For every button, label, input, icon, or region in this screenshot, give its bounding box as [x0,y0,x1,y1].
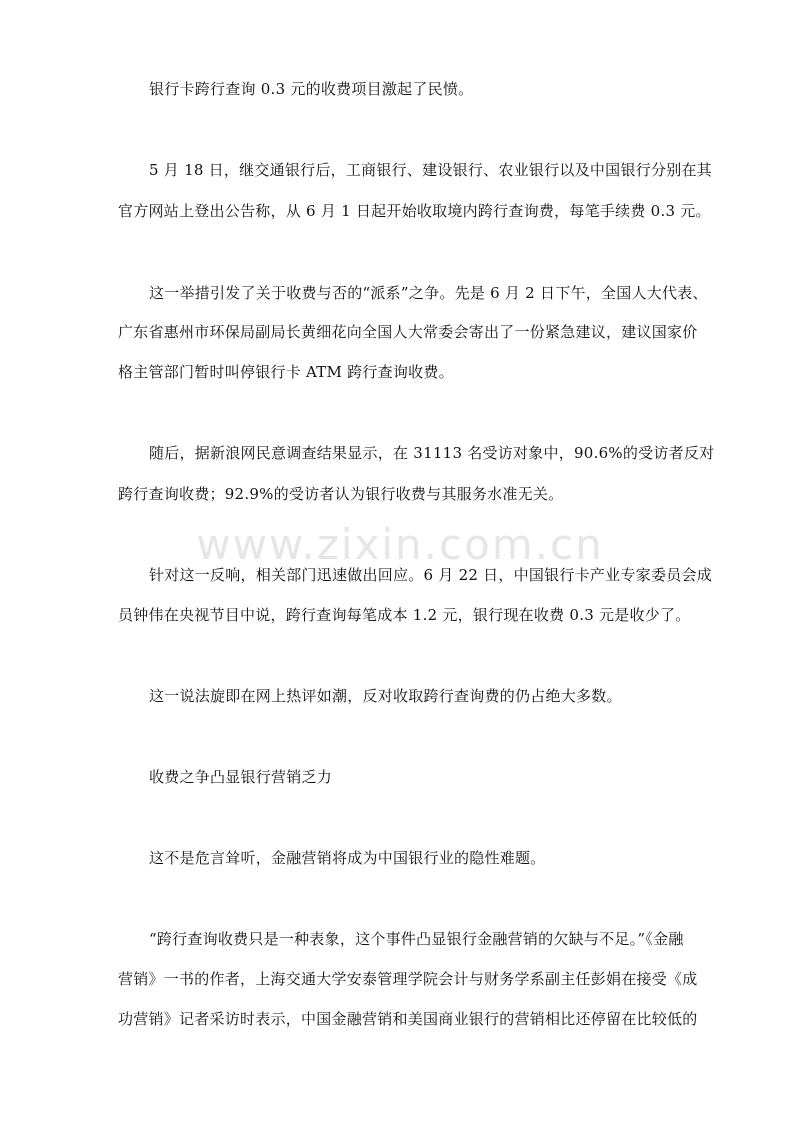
paragraph-2-line-1: 5 月 18 日，继交通银行后，工商银行、建设银行、农业银行以及中国银行分别在其 [149,161,712,179]
watermark: www.zixin.com.cn [196,520,604,569]
paragraph-9-line-2: 营销》一书的作者，上海交通大学安泰管理学院会计与财务学系副主任彭娟在接受《成 [118,970,698,988]
paragraph-5-line-2: 员钟伟在央视节目中说，跨行查询每笔成本 1.2 元，银行现在收费 0.3 元是收少了。 [118,606,691,624]
paragraph-4-line-2: 跨行查询收费；92.9%的受访者认为银行收费与其服务水准无关。 [118,485,564,503]
paragraph-3-line-1: 这一举措引发了关于收费与否的“派系”之争。先是 6 月 2 日下午，全国人大代表、 [149,284,708,302]
paragraph-6-line-1: 这一说法旋即在网上热评如潮，反对收取跨行查询费的仍占绝大多数。 [149,687,622,705]
paragraph-5-line-1: 针对这一反响，相关部门迅速做出回应。6 月 22 日，中国银行卡产业专家委员会成 [149,566,712,584]
section-heading: 收费之争凸显银行营销乏力 [149,768,333,786]
paragraph-9-line-3: 功营销》记者采访时表示，中国金融营销和美国商业银行的营销相比还停留在比较低的 [118,1010,698,1028]
paragraph-8-line-1: 这不是危言耸听，金融营销将成为中国银行业的隐性难题。 [149,849,546,867]
paragraph-1-line-1: 银行卡跨行查询 0.3 元的收费项目激起了民愤。 [149,80,474,98]
paragraph-9-line-1: “跨行查询收费只是一种表象，这个事件凸显银行金融营销的欠缺与不足。”《金融 [149,930,684,948]
paragraph-3-line-3: 格主管部门暂时叫停银行卡 ATM 跨行查询收费。 [118,363,454,381]
paragraph-2-line-2: 官方网站上登出公告称，从 6 月 1 日起开始收取境内跨行查询费，每笔手续费 0.3 元。 [118,202,711,220]
paragraph-3-line-2: 广东省惠州市环保局副局长黄细花向全国人大常委会寄出了一份紧急建议，建议国家价 [118,323,698,341]
paragraph-4-line-1: 随后，据新浪网民意调查结果显示，在 31113 名受访对象中，90.6%的受访者反对 [149,444,715,462]
